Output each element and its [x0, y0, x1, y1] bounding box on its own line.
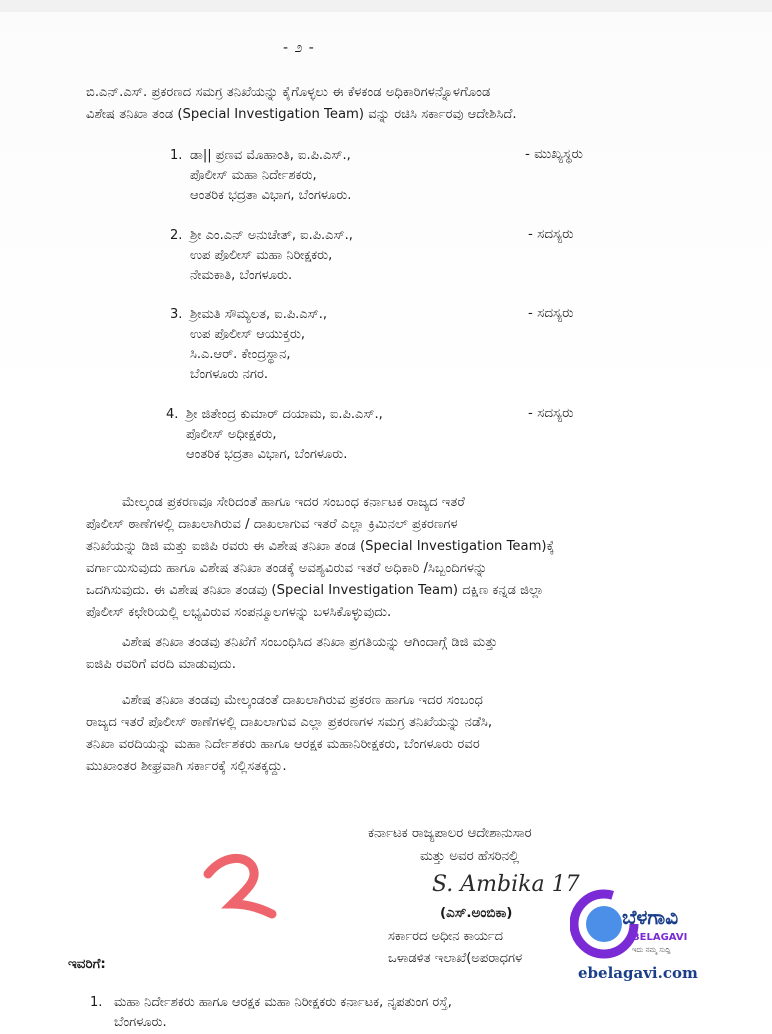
para-line: ಐಜಿಪಿ ರವರಿಗೆ ವರದಿ ಮಾಡುವುದು.	[86, 657, 236, 672]
member-name: ಡಾ|| ಪ್ರಣವ ಮೊಹಾಂತಿ, ಐ.ಪಿ.ಎಸ್.,	[190, 148, 351, 163]
member-number: 2.	[170, 228, 183, 243]
member-designation: ಪೊಲೀಸ್ ಅಧೀಕ್ಷಕರು,	[186, 427, 277, 442]
member-name: ಶ್ರೀಮತಿ ಸೌಮ್ಯಲತ, ಐ.ಪಿ.ಎಸ್.,	[190, 307, 328, 322]
para-line: ವಿಶೇಷ ತನಿಖಾ ತಂಡವು ತನಿಖೆಗೆ ಸಂಬಂಧಿಸಿದ ತನಿಖಾ ಪ್ರಗತಿಯನ್ನು ಆಗಿಂದಾಗ್ಗೆ ಡಿಜಿ ಮತ್ತು	[122, 635, 498, 650]
member-office: ನೇಮಕಾತಿ, ಬೆಂಗಳೂರು.	[190, 268, 293, 283]
designation-line: ಸರ್ಕಾರದ ಅಧೀನ ಕಾರ್ಯದ	[388, 929, 504, 944]
member-2-role: - ಸದಸ್ಯರು	[528, 226, 574, 242]
authority-line	[368, 822, 648, 868]
member-4-role: - ಸದಸ್ಯರು	[528, 405, 574, 421]
recipients-heading: ಇವರಿಗೆ:	[68, 956, 106, 972]
recipient-city: ಬೆಂಗಳೂರು.	[114, 1015, 167, 1030]
signatory-designation	[388, 926, 522, 970]
investigation-paragraph	[86, 690, 698, 778]
member-3-role: - ಸದಸ್ಯರು	[528, 305, 574, 321]
intro-line: ವಿಶೇಷ ತನಿಖಾ ತಂಡ (Special Investigation Team) ವನ್ನು ರಚಿಸಿ ಸರ್ಕಾರವು ಆದೇಶಿಸಿದೆ.	[86, 107, 517, 122]
red-pen-mark	[200, 852, 290, 922]
para-line: ವರ್ಗಾಯಿಸುವುದು ಹಾಗೂ ವಿಶೇಷ ತನಿಖಾ ತಂಡಕ್ಕೆ ಅವಶ್ಯವಿರುವ ಇತರೆ ಅಧಿಕಾರಿ /ಸಿಬ್ಬಂದಿಗಳನ್ನು	[86, 561, 488, 576]
logo-latin-text: BELAGAVI	[632, 932, 688, 943]
para-line: ಮುಖಾಂತರ ಶೀಘ್ರವಾಗಿ ಸರ್ಕಾರಕ್ಕೆ ಸಲ್ಲಿಸತಕ್ಕದ್ದು.	[86, 759, 287, 774]
para-line: ಒದಗಿಸುವುದು. ಈ ವಿಶೇಷ ತನಿಖಾ ತಂಡವು (Special Investigation Team) ದಕ್ಷಿಣ ಕನ್ನಡ ಜಿಲ್ಲಾ	[86, 583, 544, 598]
page-number: - ೨ -	[283, 40, 315, 56]
member-city: ಬೆಂಗಳೂರು ನಗರ.	[190, 367, 268, 382]
recipient-number: 1.	[90, 995, 103, 1010]
designation-line: ಒಳಾಡಳಿತ ಇಲಾಖೆ(ಅಪರಾಧಗಳ	[388, 951, 523, 966]
member-designation: ಉಪ ಪೊಲೀಸ್ ಮಹಾ ನಿರೀಕ್ಷಕರು,	[190, 248, 333, 263]
para-line: ಪೊಲೀಸ್ ಠಾಣೆಗಳಲ್ಲಿ ದಾಖಲಾಗಿರುವ / ದಾಖಲಾಗುವ ಇತರೆ ಎಲ್ಲಾ ಕ್ರಿಮಿನಲ್ ಪ್ರಕರಣಗಳ	[86, 517, 458, 532]
member-number: 1.	[170, 148, 183, 163]
para-line: ಪೊಲೀಸ್ ಕಛೇರಿಯಲ್ಲಿ ಲಭ್ಯವಿರುವ ಸಂಪನ್ಮೂಲಗಳನ್ನು ಬಳಸಿಕೊಳ್ಳುವುದು.	[86, 605, 392, 620]
member-designation: ಪೊಲೀಸ್ ಮಹಾ ನಿರ್ದೇಶಕರು,	[190, 168, 317, 183]
handwritten-signature: S. Ambika 17	[432, 872, 580, 897]
transfer-paragraph	[86, 492, 698, 624]
member-office: ಆಂತರಿಕ ಭದ್ರತಾ ವಿಭಾಗ, ಬೆಂಗಳೂರು.	[186, 447, 348, 462]
scan-top-edge	[0, 0, 772, 12]
member-1-role: - ಮುಖ್ಯಸ್ಥರು	[525, 146, 583, 162]
logo-tagline: ಇದು ನಮ್ಮ ಸುದ್ದಿ	[632, 946, 671, 954]
para-line: ಮೇಲ್ಕಂಡ ಪ್ರಕರಣವೂ ಸೇರಿದಂತೆ ಹಾಗೂ ಇದರ ಸಂಬಂಧ ಕರ್ನಾಟಕ ರಾಜ್ಯದ ಇತರೆ	[122, 495, 465, 510]
intro-paragraph	[86, 82, 698, 126]
member-office: ಆಂತರಿಕ ಭದ್ರತಾ ವಿಭಾಗ, ಬೆಂಗಳೂರು.	[190, 188, 352, 203]
para-line: ತನಿಖೆಯನ್ನು ಡಿಜಿ ಮತ್ತು ಐಜಿಪಿ ರವರು ಈ ವಿಶೇಷ ತನಿಖಾ ತಂಡ (Special Investigation Team)ಕ್ಕೆ	[86, 539, 555, 554]
para-line: ತನಿಖಾ ವರದಿಯನ್ನು ಮಹಾ ನಿರ್ದೇಶಕರು ಹಾಗೂ ಆರಕ್ಷಕ ಮಹಾನಿರೀಕ್ಷಕರು, ಬೆಂಗಳೂರು ರವರ	[86, 737, 480, 752]
order-line: ಕರ್ನಾಟಕ ರಾಜ್ಯಪಾಲರ ಆದೇಶಾನುಸಾರ	[368, 826, 532, 841]
member-name: ಶ್ರೀ ಜಿತೇಂದ್ರ ಕುಮಾರ್ ದಯಾಮ, ಐ.ಪಿ.ಎಸ್.,	[186, 407, 383, 422]
para-line: ವಿಶೇಷ ತನಿಖಾ ತಂಡವು ಮೇಲ್ಕಂಡಂತೆ ದಾಖಲಾಗಿರುವ ಪ್ರಕರಣ ಹಾಗೂ ಇದರ ಸಂಬಂಧ	[122, 693, 484, 708]
member-number: 3.	[170, 307, 183, 322]
para-line: ರಾಜ್ಯದ ಇತರೆ ಪೊಲೀಸ್ ಠಾಣೆಗಳಲ್ಲಿ ದಾಖಲಾಗುವ ಎಲ್ಲಾ ಪ್ರಕರಣಗಳ ಸಮಗ್ರ ತನಿಖೆಯನ್ನು ನಡೆಸಿ,	[86, 715, 493, 730]
website-watermark: ebelagavi.com	[578, 964, 698, 982]
signatory-name: (ಎಸ್.ಅಂಬಿಕಾ)	[440, 905, 513, 921]
reporting-paragraph	[86, 632, 698, 676]
member-designation: ಉಪ ಪೊಲೀಸ್ ಆಯುಕ್ತರು,	[190, 327, 306, 342]
order-line: ಮತ್ತು ಅವರ ಹೆಸರಿನಲ್ಲಿ	[420, 849, 520, 864]
member-number: 4.	[166, 407, 179, 422]
logo-kannada-text: ಬೆಳಗಾವಿ	[622, 905, 679, 929]
ebelagavi-logo	[570, 884, 710, 964]
member-office: ಸಿ.ಎ.ಆರ್. ಕೇಂದ್ರಸ್ಥಾನ,	[190, 347, 291, 362]
intro-line: ಬಿ.ಎನ್.ಎಸ್. ಪ್ರಕರಣದ ಸಮಗ್ರ ತನಿಖೆಯನ್ನು ಕೈಗೊಳ್ಳಲು ಈ ಕೆಳಕಂಡ ಅಧಿಕಾರಿಗಳನ್ನೊಳಗೊಂಡ	[86, 85, 491, 100]
recipient-text: ಮಹಾ ನಿರ್ದೇಶಕರು ಹಾಗೂ ಆರಕ್ಷಕ ಮಹಾ ನಿರೀಕ್ಷಕರು ಕರ್ನಾಟಕ, ನೃಪತುಂಗ ರಸ್ತೆ,	[114, 995, 452, 1010]
member-name: ಶ್ರೀ ಎಂ.ಎನ್ ಅನುಚೇತ್, ಐ.ಪಿ.ಎಸ್.,	[190, 228, 353, 243]
